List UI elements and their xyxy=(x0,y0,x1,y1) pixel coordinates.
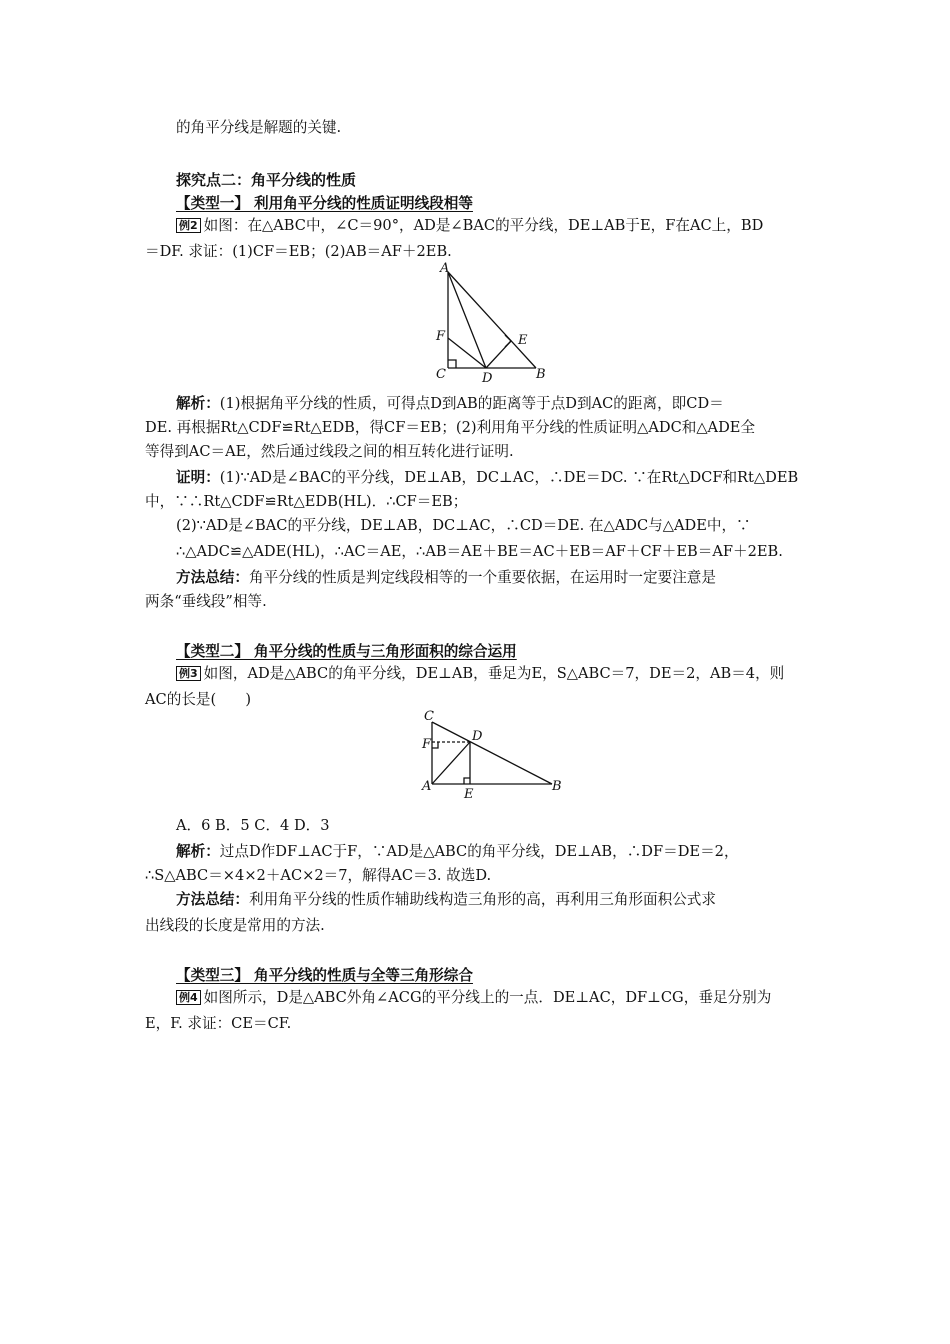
type1-summary-line2: 两条“垂线段”相等. xyxy=(145,593,267,610)
type2-analysis-line2: ∴S△ABC＝×4×2＋AC×2＝7，解得AC＝3. 故选D. xyxy=(145,867,492,884)
type3-problem-line2: E，F. 求证：CE＝CF. xyxy=(145,1015,292,1032)
type2-options: A．6 B．5 C．4 D．3 xyxy=(176,817,330,834)
label-b: B xyxy=(536,367,546,382)
label-d: D xyxy=(472,729,483,744)
label-b: B xyxy=(552,779,562,794)
intro-line: 的角平分线是解题的关键. xyxy=(176,119,342,136)
example-badge: 例2 xyxy=(176,218,201,233)
segment-cb xyxy=(432,722,552,784)
right-angle-c xyxy=(448,360,456,368)
type1-proof-line2: 中，∵∴Rt△CDF≌Rt△EDB(HL)．∴CF＝EB； xyxy=(145,493,468,510)
type1-proof-line3: (2)∵AD是∠BAC的平分线，DE⊥AB，DC⊥AC，∴CD＝DE. 在△ADC与△ADE中，∵ xyxy=(176,517,751,534)
right-angle-e xyxy=(464,778,470,784)
type2-heading: 【类型二】 角平分线的性质与三角形面积的综合运用 xyxy=(176,643,517,660)
type2-figure xyxy=(418,710,568,800)
type1-analysis-line1: 解析：(1)根据角平分线的性质，可得点D到AB的距离等于点D到AC的距离，即CD＝ xyxy=(176,395,724,412)
label-c: C xyxy=(424,709,434,724)
type1-summary-line1: 方法总结：角平分线的性质是判定线段相等的一个重要依据，在运用时一定要注意是 xyxy=(176,569,716,586)
type2-problem-line2: AC的长是( ) xyxy=(145,691,252,708)
type1-problem-line1: 例2 如图：在△ABC中，∠C＝90°，AD是∠BAC的平分线，DE⊥AB于E，F在AC上，BD xyxy=(176,216,763,236)
type1-proof-line4: ∴△ADC≌△ADE(HL)，∴AC＝AE，∴AB＝AE＋BE＝AC＋EB＝AF＋CF＋EB＝AF＋2EB. xyxy=(176,543,783,560)
type1-analysis-line2: DE. 再根据Rt△CDF≌Rt△EDB，得CF＝EB；(2)利用角平分线的性质证明△ADC和△ADE全 xyxy=(145,419,756,436)
type2-problem-line1: 例3 如图，AD是△ABC的角平分线，DE⊥AB，垂足为E，S△ABC＝7，DE＝2，AB＝4，则 xyxy=(176,664,784,684)
right-angle-f xyxy=(432,742,438,748)
type2-summary-line1: 方法总结：利用角平分线的性质作辅助线构造三角形的高，再利用三角形面积公式求 xyxy=(176,891,716,908)
type1-analysis-line3: 等得到AC＝AE，然后通过线段之间的相互转化进行证明. xyxy=(145,443,514,460)
type1-problem-line2: ＝DF. 求证：(1)CF＝EB；(2)AB＝AF＋2EB. xyxy=(145,243,452,260)
section-heading: 探究点二：角平分线的性质 xyxy=(176,171,357,189)
label-c: C xyxy=(436,367,446,382)
example-badge: 例4 xyxy=(176,990,201,1005)
type3-problem-line1: 例4 如图所示，D是△ABC外角∠ACG的平分线上的一点．DE⊥AC，DF⊥CG，垂足分别为 xyxy=(176,988,771,1008)
type1-proof-line1: 证明：(1)∵AD是∠BAC的平分线，DE⊥AB，DC⊥AC，∴DE＝DC. ∵在Rt△DCF和Rt△DEB xyxy=(176,469,799,486)
label-f: F xyxy=(422,737,432,752)
label-d: D xyxy=(482,371,493,386)
label-f: F xyxy=(436,329,446,344)
segment-ab xyxy=(448,272,536,368)
type1-heading: 【类型一】 利用角平分线的性质证明线段相等 xyxy=(176,195,473,212)
label-e: E xyxy=(518,333,528,348)
type2-summary-line2: 出线段的长度是常用的方法. xyxy=(145,917,325,934)
type1-figure xyxy=(430,261,570,386)
label-e: E xyxy=(464,787,474,802)
example-badge: 例3 xyxy=(176,666,201,681)
type2-analysis-line1: 解析：过点D作DF⊥AC于F，∵AD是△ABC的角平分线，DE⊥AB，∴DF＝DE＝2， xyxy=(176,843,739,860)
label-a: A xyxy=(440,261,450,276)
label-a: A xyxy=(422,779,432,794)
type3-heading: 【类型三】 角平分线的性质与全等三角形综合 xyxy=(176,967,473,984)
